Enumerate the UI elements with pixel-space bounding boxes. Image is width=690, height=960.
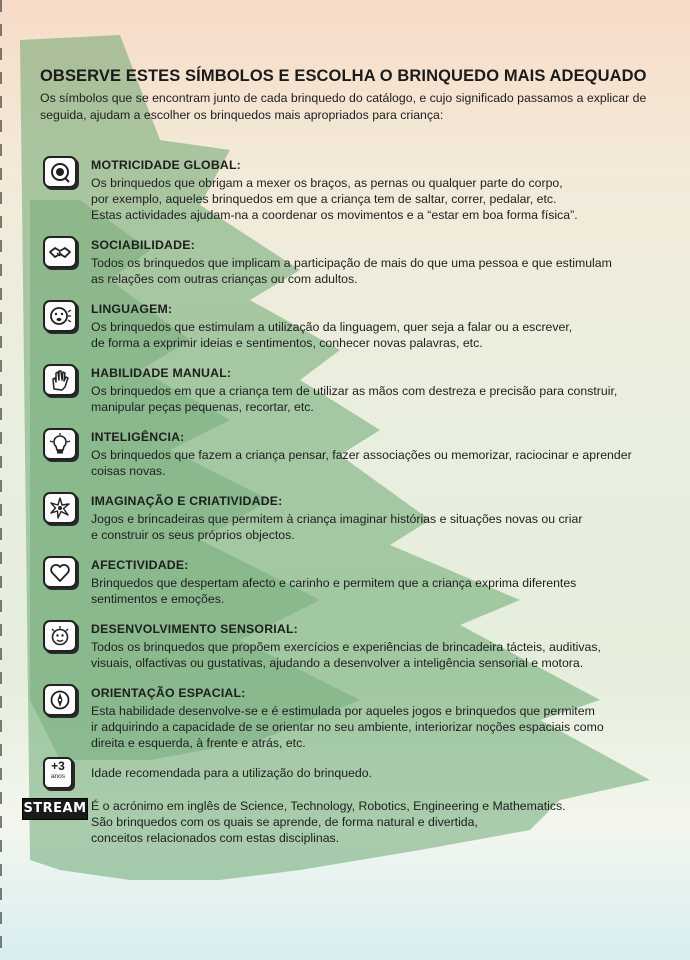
age-badge-unit: anos xyxy=(50,773,66,780)
age-badge-number: +3 xyxy=(51,759,65,773)
item-description: Jogos e brincadeiras que permitem à criança imaginar histórias e situações novas ou criar e construir os seus próprios objectos. xyxy=(91,512,583,542)
handshake-icon xyxy=(43,236,77,268)
item-title: ORIENTAÇÃO ESPACIAL: xyxy=(91,686,246,700)
item-title: IMAGINAÇÃO E CRIATIVIDADE: xyxy=(91,494,283,508)
intro-paragraph: Os símbolos que se encontram junto de cada brinquedo do catálogo, e cujo significado passamos a explicar de seguida, ajudam a escolher os brinquedos mais apropriados para criança: xyxy=(40,91,647,122)
compass-icon xyxy=(43,684,77,716)
item-title: DESENVOLVIMENTO SENSORIAL: xyxy=(91,622,298,636)
item-title: HABILIDADE MANUAL: xyxy=(91,366,232,380)
left-edge-ticks xyxy=(0,0,2,960)
item-description: Os brinquedos que estimulam a utilização da linguagem, quer seja a falar ou a escrever, de forma a exprimir ideias e sentimentos, conhecer novas palavras, etc. xyxy=(91,320,573,350)
item-title: SOCIABILIDADE: xyxy=(91,238,195,252)
item-description: Esta habilidade desenvolve-se e é estimulada por aqueles jogos e brinquedos que permitem ir adquirindo a capacidade de se orientar no seu ambiente, interiorizar noções espaciais como direita e esquerda, à frente e atrás, etc. xyxy=(91,704,604,750)
stream-logo xyxy=(22,798,88,820)
lightbulb-icon xyxy=(43,428,77,460)
heart-icon xyxy=(43,556,77,588)
sparkle-burst-icon xyxy=(43,492,77,524)
item-description: Os brinquedos em que a criança tem de utilizar as mãos com destreza e precisão para construir, manipular peças pequenas, recortar, etc. xyxy=(91,384,618,414)
senses-face-icon xyxy=(43,620,77,652)
item-description: Os brinquedos que obrigam a mexer os braços, as pernas ou qualquer parte do corpo, por exemplo, aqueles brinquedos em que a criança tem de saltar, correr, pedalar, etc. Estas actividades ajudam-na a coordenar os movimentos e a “estar em boa forma física”. xyxy=(91,176,578,222)
age-badge-icon xyxy=(43,757,73,789)
item-title: MOTRICIDADE GLOBAL: xyxy=(91,158,241,172)
item-title: AFECTIVIDADE: xyxy=(91,558,189,572)
item-title: INTELIGÊNCIA: xyxy=(91,430,185,444)
item-description: Brinquedos que despertam afecto e carinho e permitem que a criança exprima diferentes sentimentos e emoções. xyxy=(91,576,577,606)
stream-description: É o acrónimo em inglês de Science, Technology, Robotics, Engineering e Mathematics. São brinquedos com os quais se aprende, de forma natural e divertida, conceitos relacionados com estas disciplinas. xyxy=(91,799,566,845)
item-description: Os brinquedos que fazem a criança pensar, fazer associações ou memorizar, raciocinar e aprender coisas novas. xyxy=(91,448,632,478)
item-description: Todos os brinquedos que propõem exercícios e experiências de brincadeira tácteis, auditivas, visuais, olfactivas ou gustativas, ajudando a desenvolver a inteligência sensorial e motora. xyxy=(91,640,601,670)
header-section xyxy=(40,67,670,124)
age-description: Idade recomendada para a utilização do brinquedo. xyxy=(91,766,372,780)
speaking-face-icon xyxy=(43,300,77,332)
item-title: LINGUAGEM: xyxy=(91,302,173,316)
stream-logo-text: STREAM xyxy=(23,801,87,816)
page-title: OBSERVE ESTES SÍMBOLOS E ESCOLHA O BRINQUEDO MAIS ADEQUADO xyxy=(40,67,647,85)
eye-target-icon xyxy=(43,156,77,188)
item-description: Todos os brinquedos que implicam a participação de mais do que uma pessoa e que estimulam as relações com outras crianças ou com adultos. xyxy=(91,256,612,286)
hand-icon xyxy=(43,364,77,396)
